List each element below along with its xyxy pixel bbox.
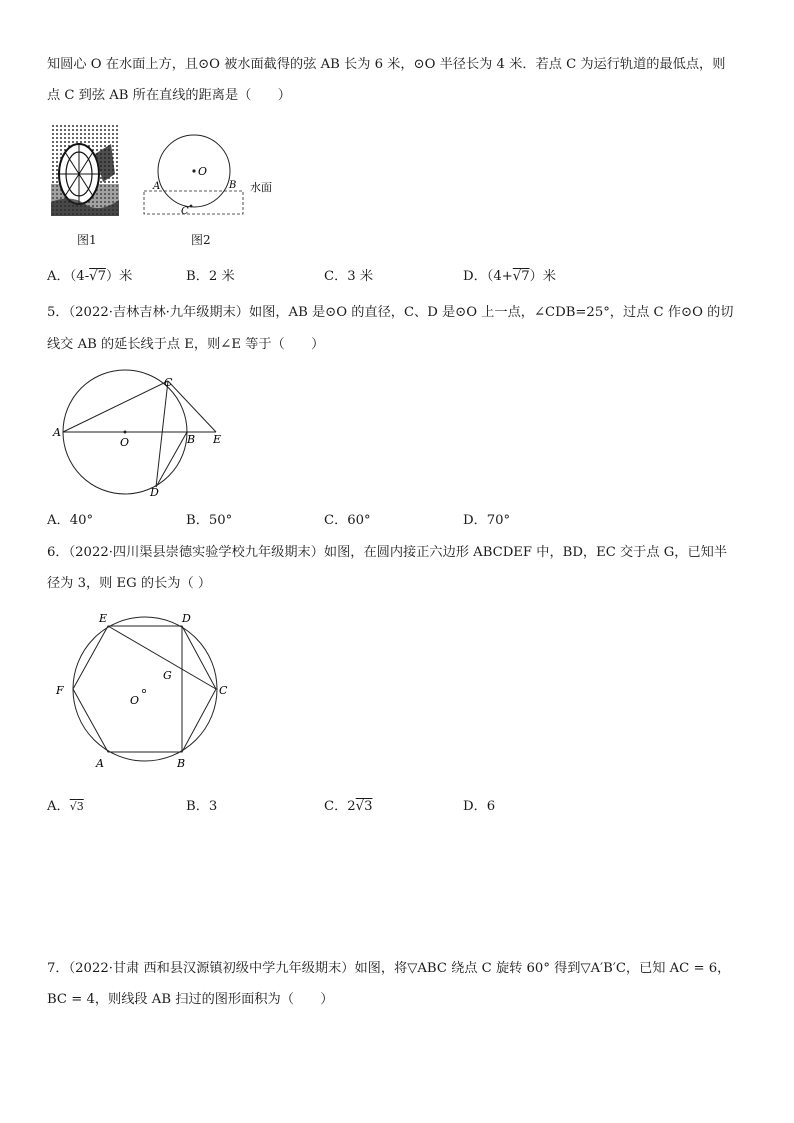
label-O: O [198,165,208,178]
figure2-caption: 图2 [191,233,211,247]
label-G: G [163,669,172,682]
q4-option-c[interactable]: C．3 米 [324,269,374,284]
sqrt-3: √3 [355,799,373,814]
q6-option-c[interactable]: C．2√3 [324,799,373,814]
q7-line1: 7．（2022·甘肃 西和县汉源镇初级中学九年级期末）如图，将▽ABC 绕点 C 旋转 60° 得到▽A′B′C，已知 AC = 6， [47,961,731,976]
q4-option-b[interactable]: B．2 米 [186,269,235,284]
label-B: B [187,433,196,446]
q6-line2: 径为 3，则 EG 的长为（ ） [47,576,212,591]
label-A: A [96,757,104,770]
label-water: 水面 [250,181,272,194]
label-C: C [181,206,189,217]
label-D: D [182,612,191,625]
label-E: E [99,612,108,625]
q6-line1: 6．（2022·四川渠县崇德实验学校九年级期末）如图，在圆内接正六边形 ABCDEF 中，BD，EC 交于点 G，已知半 [47,545,728,560]
q5-line2: 线交 AB 的延长线于点 E，则∠E 等于（ ） [47,337,325,352]
label-O: O [130,694,140,707]
label-A: A [153,181,161,192]
circle-water-diagram [140,128,280,220]
figure1-caption: 图1 [77,233,97,247]
q5-option-b[interactable]: B．50° [186,513,233,528]
waterwheel-illustration [51,124,119,216]
label-C: C [164,376,173,389]
hexagon-diagram [50,606,240,776]
label-B: B [177,757,186,770]
label-D: D [150,486,159,499]
label-O: O [120,436,130,449]
label-A: A [53,426,61,439]
q4-line1: 知圆心 O 在水面上方，且⊙O 被水面截得的弦 AB 长为 6 米，⊙O 半径长为 4 米．若点 C 为运行轨道的最低点，则 [47,57,726,72]
q7-line2: BC = 4，则线段 AB 扫过的图形面积为（ ） [47,992,334,1007]
sqrt-7: √7 [89,269,106,284]
label-B: B [229,180,237,191]
label-C: C [219,684,228,697]
label-E: E [213,433,222,446]
sqrt-3: √3 [69,800,84,813]
q4-option-a[interactable]: A．（4-√7）米 [47,269,133,284]
q5-line1: 5．（2022·吉林吉林·九年级期末）如图，AB 是⊙O 的直径，C、D 是⊙O 上一点，∠CDB=25°，过点 C 作⊙O 的切 [47,305,734,320]
q5-option-a[interactable]: A．40° [47,513,94,528]
q4-line2: 点 C 到弦 AB 所在直线的距离是（ ） [47,88,291,103]
q5-option-d[interactable]: D．70° [463,513,511,528]
q6-option-b[interactable]: B．3 [186,799,218,814]
tangent-circle-diagram [50,368,240,503]
label-F: F [56,684,64,697]
sqrt-7: √7 [512,269,530,284]
q5-option-c[interactable]: C．60° [324,513,371,528]
q4-option-d[interactable]: D．（4+√7）米 [463,269,556,284]
q6-option-d[interactable]: D．6 [463,799,496,814]
q6-option-a[interactable]: A．√3 [47,799,84,814]
